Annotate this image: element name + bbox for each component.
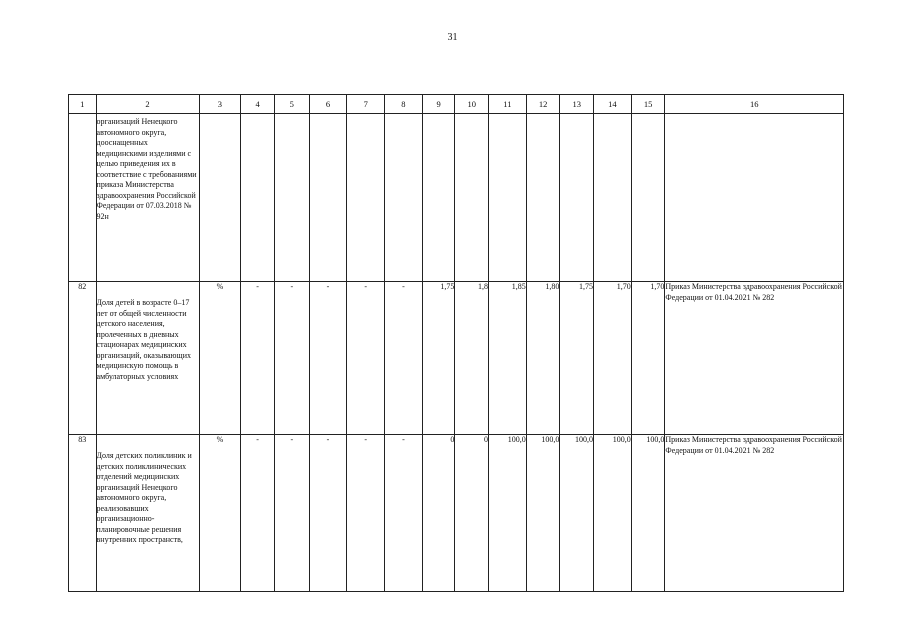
legal-basis-cell: Приказ Министерства здравоохранения Российской Федерации от 01.04.2021 № 282 — [665, 435, 844, 592]
value-cell: - — [385, 435, 423, 592]
row-number — [69, 114, 97, 282]
legal-basis-cell — [665, 114, 844, 282]
indicator-description: Доля детей в возрасте 0–17 лет от общей численности детского населения, пролеченных в дневных стационарах медицинских организаций, оказывающих медицинскую помощь в амбулаторных условиях — [96, 282, 199, 435]
header-cell: 3 — [199, 95, 241, 114]
value-cell — [274, 114, 309, 282]
value-cell: - — [347, 435, 385, 592]
value-cell: 1,80 — [526, 282, 560, 435]
value-cell — [526, 114, 560, 282]
legal-basis-cell: Приказ Министерства здравоохранения Российской Федерации от 01.04.2021 № 282 — [665, 282, 844, 435]
value-cell — [385, 114, 423, 282]
header-cell: 10 — [455, 95, 489, 114]
value-cell: 1,70 — [631, 282, 665, 435]
header-cell: 8 — [385, 95, 423, 114]
row-number: 82 — [69, 282, 97, 435]
value-cell: - — [347, 282, 385, 435]
value-cell: 100,0 — [631, 435, 665, 592]
indicators-table — [68, 94, 844, 592]
indicator-description: Доля детских поликлиник и детских поликлинических отделений медицинских организаций Ненецкого автономного округа, реализовавших организационно-планировочные решения внутренних пространств, — [96, 435, 199, 592]
unit-cell: % — [199, 282, 241, 435]
value-cell: 100,0 — [560, 435, 594, 592]
indicator-description: организаций Ненецкого автономного округа, дооснащенных медицинскими изделиями с целью приведения их в соответствие с требованиями приказа Министерства здравоохранения Российской Федерации от 07.03.2018 № 92н — [96, 114, 199, 282]
value-cell — [241, 114, 275, 282]
header-cell: 12 — [526, 95, 560, 114]
header-cell: 1 — [69, 95, 97, 114]
value-cell — [455, 114, 489, 282]
header-cell: 7 — [347, 95, 385, 114]
value-cell: 0 — [455, 435, 489, 592]
header-cell: 4 — [241, 95, 275, 114]
header-cell: 15 — [631, 95, 665, 114]
header-cell: 13 — [560, 95, 594, 114]
header-cell: 6 — [309, 95, 347, 114]
value-cell — [309, 114, 347, 282]
value-cell — [594, 114, 632, 282]
value-cell: 1,85 — [489, 282, 527, 435]
value-cell — [489, 114, 527, 282]
unit-cell — [199, 114, 241, 282]
header-cell: 9 — [422, 95, 455, 114]
value-cell: 1,75 — [422, 282, 455, 435]
value-cell: - — [274, 435, 309, 592]
unit-cell: % — [199, 435, 241, 592]
table-row — [69, 114, 844, 282]
value-cell: 0 — [422, 435, 455, 592]
value-cell: - — [241, 435, 275, 592]
value-cell: - — [309, 282, 347, 435]
value-cell: - — [309, 435, 347, 592]
value-cell — [560, 114, 594, 282]
value-cell: 1,8 — [455, 282, 489, 435]
table-row — [69, 282, 844, 435]
header-cell: 16 — [665, 95, 844, 114]
header-cell: 11 — [489, 95, 527, 114]
header-cell: 5 — [274, 95, 309, 114]
value-cell: - — [385, 282, 423, 435]
header-cell: 14 — [594, 95, 632, 114]
header-row — [69, 95, 844, 114]
value-cell: - — [274, 282, 309, 435]
page-number: 31 — [447, 32, 458, 43]
value-cell: - — [241, 282, 275, 435]
value-cell: 100,0 — [526, 435, 560, 592]
value-cell: 1,75 — [560, 282, 594, 435]
value-cell — [422, 114, 455, 282]
value-cell — [631, 114, 665, 282]
value-cell — [347, 114, 385, 282]
header-cell: 2 — [96, 95, 199, 114]
row-number: 83 — [69, 435, 97, 592]
value-cell: 100,0 — [489, 435, 527, 592]
value-cell: 100,0 — [594, 435, 632, 592]
table-row — [69, 435, 844, 592]
value-cell: 1,70 — [594, 282, 632, 435]
